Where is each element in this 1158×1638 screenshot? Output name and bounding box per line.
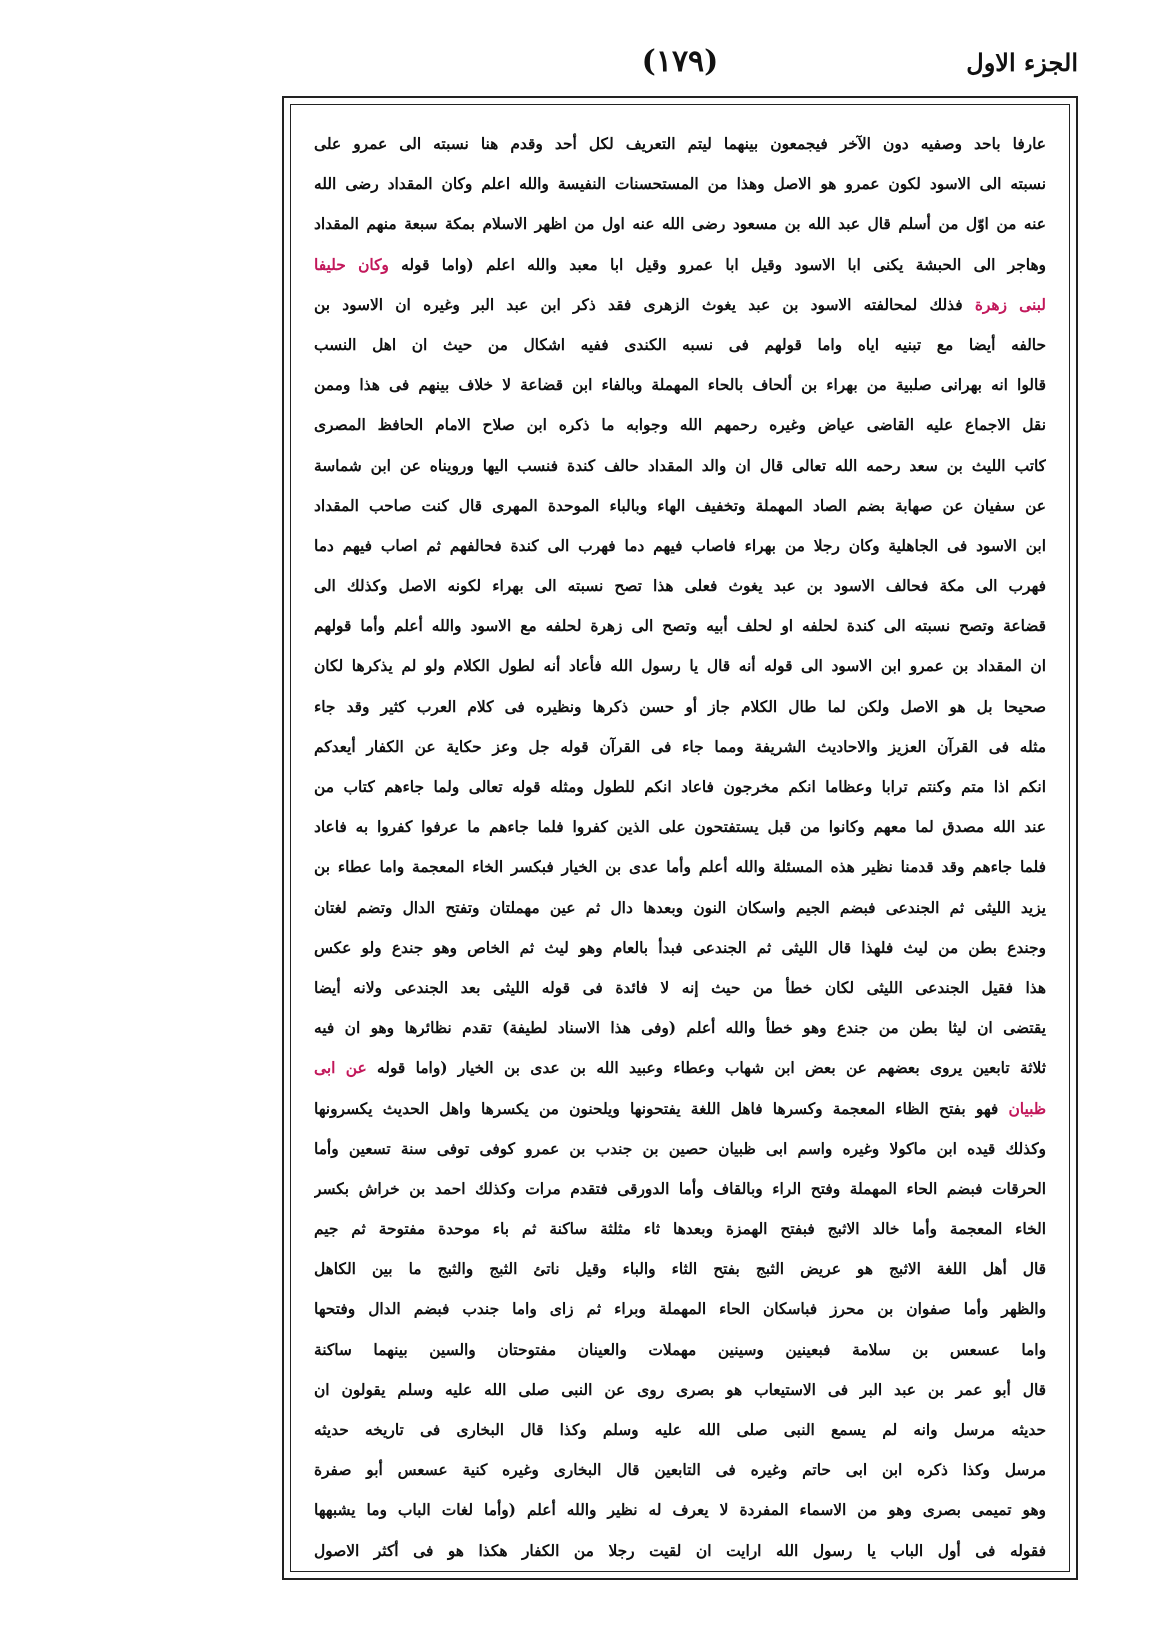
text-segment: وكذلك قيده ابن ماكولا وغيره واسم ابى ظبيان حصين بن جندب بن عمرو كوفى توفى سنة تسعين وأما xyxy=(314,1139,1046,1158)
text-segment: عند الله مصدق لما معهم وكانوا من قبل يستفتحون على الذين كفروا فلما جاءهم ما عرفوا كفروا به فاعاد xyxy=(314,818,1046,837)
text-segment: فلما جاءهم وقد قدمنا نظير هذه المسئلة والله أعلم وأما عدى بن الخيار فبكسر الخاء المعجمة واما عطاء بن xyxy=(314,858,1046,877)
text-segment: قال أهل اللغة الاثبج هو عريض الثبج بفتح الثاء والباء وقيل ناتئ الثبج والثبج ما بين الكاهل xyxy=(314,1260,1046,1279)
text-line xyxy=(314,1129,1046,1169)
text-line xyxy=(314,486,1046,526)
text-line xyxy=(314,888,1046,928)
highlighted-phrase: لبنى زهرة xyxy=(974,295,1046,314)
text-line xyxy=(314,164,1046,204)
text-line xyxy=(314,1089,1046,1129)
text-segment: نقل الاجماع عليه القاضى عياض وغيره رحمهم الله وجوابه ما ذكره ابن صلاح الامام الحافظ المصرى xyxy=(314,416,1046,435)
text-line xyxy=(314,1330,1046,1370)
part-title: الجزء الاول xyxy=(966,48,1078,77)
text-segment: قال أبو عمر بن عبد البر فى الاستيعاب هو بصرى روى عن النبى صلى الله عليه وسلم يقولون ان xyxy=(314,1380,1046,1399)
text-line xyxy=(314,204,1046,244)
text-line xyxy=(314,1289,1046,1329)
text-line xyxy=(314,928,1046,968)
text-line xyxy=(314,1531,1046,1571)
text-segment: حالفه أيضا مع تبنيه اياه واما قولهم فى نسبه الكندى ففيه اشكال من حيث ان اهل النسب xyxy=(314,335,1046,354)
text-segment: فذلك لمحالفته الاسود بن عبد يغوث الزهرى فقد ذكر ابن عبد البر وغيره ان الاسود بن xyxy=(314,295,975,314)
text-segment: نسبته الى الاسود لكون عمرو هو الاصل وهذا من المستحسنات النفيسة والله اعلم وكان المقداد رضى الله xyxy=(314,175,1046,194)
text-segment: عن سفيان عن صهابة بضم الصاد المهملة وتخفيف الهاء وبالباء الموحدة المهرى قال كنت صاحب المقداد xyxy=(314,496,1046,515)
text-line xyxy=(314,446,1046,486)
text-line xyxy=(314,1209,1046,1249)
text-segment: والظهر وأما صفوان بن محرز فباسكان الحاء المهملة وبراء ثم زاى واما جندب فبضم الدال وفتحها xyxy=(314,1300,1046,1319)
text-line xyxy=(314,847,1046,887)
text-segment: فقوله فى أول الباب يا رسول الله ارايت ان لقيت رجلا من الكفار هكذا هو فى أكثر الاصول xyxy=(314,1541,1046,1560)
text-segment: عارفا باحد وصفيه دون الآخر فيجمعون بينهما ليتم التعريف لكل أحد وقدم هنا نسبته الى عمرو على xyxy=(314,135,1046,153)
text-line xyxy=(314,606,1046,646)
text-segment: الخاء المعجمة وأما خالد الاثبج فبفتح الهمزة وبعدها ثاء مثلثة ساكنة ثم باء موحدة مفتوحة ثم جيم xyxy=(314,1220,1046,1239)
text-segment: هذا فقيل الجندعى الليثى لكان خطأ من حيث إنه لا فائدة فى قوله الليثى بعد الجندعى ولانه أيضا xyxy=(314,978,1046,997)
text-line xyxy=(314,1370,1046,1410)
text-line xyxy=(314,285,1046,325)
text-segment: ابن الاسود فى الجاهلية وكان رجلا من بهراء فاصاب فيهم دما فهرب الى كندة فحالفهم ثم اصاب فيهم دما xyxy=(314,536,1046,555)
text-line xyxy=(314,325,1046,365)
text-segment: ثلاثة تابعين يروى بعضهم عن بعض ابن شهاب وعطاء وعبيد الله بن عدى بن الخيار (واما قوله xyxy=(366,1059,1046,1078)
text-line xyxy=(314,1008,1046,1048)
text-line xyxy=(314,1450,1046,1490)
text-segment: وجندع بطن من ليث فلهذا قال الليثى ثم الجندعى فبدأ بالعام وهو ليث ثم الخاص وهو جندع ولو عكس xyxy=(314,938,1046,957)
text-line xyxy=(314,968,1046,1008)
text-line xyxy=(314,687,1046,727)
text-segment: يزيد الليثى ثم الجندعى فبضم الجيم واسكان النون وبعدها دال ثم عين مهملتان وتفتح الدال وتضم لغتان xyxy=(314,898,1046,917)
text-line xyxy=(314,1048,1046,1088)
text-segment: فهو بفتح الظاء المعجمة وكسرها فاهل اللغة يفتحونها ويلحنون من يكسرها واهل الحديث يكسرونها xyxy=(314,1099,1009,1118)
text-line xyxy=(314,365,1046,405)
text-segment: الحرقات فبضم الحاء المهملة وفتح الراء وبالقاف وأما الدورقى فتقدم مرات وكذلك احمد بن خراش بكسر xyxy=(314,1179,1046,1198)
highlighted-phrase: ظبيان xyxy=(1008,1099,1046,1118)
text-segment: انكم اذا متم وكنتم ترابا وعظاما انكم مخرجون فاعاد انكم للطول ومثله قوله تعالى ولما جاءهم كتاب من xyxy=(314,778,1046,796)
text-segment: كاتب الليث بن سعد رحمه الله تعالى قال ان والد المقداد حالف كندة فنسب اليها ورويناه عن ابن شماسة xyxy=(314,456,1046,475)
text-segment: قضاعة وتصح نسبته الى كندة لحلفه او لحلف أبيه وتصح الى زهرة لحلفه مع الاسود والله أعلم وأما قولهم xyxy=(314,617,1046,636)
text-line xyxy=(314,1249,1046,1289)
text-segment: وهاجر الى الحبشة يكنى ابا الاسود وقيل ابا عمرو وقيل ابا معبد والله اعلم (واما قوله xyxy=(388,255,1046,274)
text-segment: مرسل وكذا ذكره ابن ابى حاتم وغيره فى التابعين قال البخارى وغيره كنية عسعس أبو صفرة xyxy=(314,1461,1046,1480)
text-line xyxy=(314,646,1046,686)
highlighted-phrase: وكان حليفا xyxy=(314,255,389,274)
text-segment: مثله فى القرآن العزيز والاحاديث الشريفة ومما جاء فى القرآن قوله جل وعز حكاية عن الكفار أيعدكم xyxy=(314,737,1046,756)
highlighted-phrase: عن ابى xyxy=(314,1059,367,1078)
text-segment: واما عسعس بن سلامة فبعينين وسينين مهملات والعينان مفتوحتان والسين بينهما ساكنة xyxy=(314,1340,1046,1359)
page-number: (١٧٩) xyxy=(641,44,719,79)
text-line xyxy=(314,566,1046,606)
text-segment: وهو تميمى بصرى وهو من الاسماء المفردة لا يعرف له نظير والله أعلم (وأما لغات الباب وما يشبهها xyxy=(314,1501,1046,1520)
text-line xyxy=(314,405,1046,445)
text-body xyxy=(314,124,1046,1558)
text-segment: حديثه مرسل وانه لم يسمع النبى صلى الله عليه وسلم وكذا قال البخارى فى تاريخه حديثه xyxy=(314,1421,1046,1439)
text-line xyxy=(314,1169,1046,1209)
text-segment: يقتضى ان ليثا بطن من جندع وهو خطأ والله أعلم (وفى هذا الاسناد لطيفة) تقدم نظائرها وهو ان فيه xyxy=(314,1019,1046,1038)
text-segment: فهرب الى مكة فحالف الاسود بن عبد يغوث فعلى هذا تصح نسبته الى بهراء لكونه الاصل وكذلك الى xyxy=(314,577,1046,596)
text-line xyxy=(314,767,1046,807)
text-line xyxy=(314,245,1046,285)
text-segment: عنه من اوّل من أسلم قال عبد الله بن مسعود رضى الله عنه اول من اظهر الاسلام بمكة سبعة منهم المقداد xyxy=(314,215,1046,234)
text-line xyxy=(314,1410,1046,1450)
text-line xyxy=(314,1490,1046,1530)
page-header xyxy=(282,44,1078,94)
text-line xyxy=(314,727,1046,767)
text-line xyxy=(314,526,1046,566)
text-segment: قالوا انه بهرانى صلبية من بهراء بن ألحاف بالحاء المهملة وبالفاء ابن قضاعة لا خلاف بينهم فى هذا وممن xyxy=(314,376,1046,395)
text-frame xyxy=(282,96,1078,1580)
text-segment: صحيحا بل هو الاصل ولكن لما طال الكلام جاز أو حسن ذكرها ونظيره فى كلام العرب كثير وقد جاء xyxy=(314,697,1046,716)
text-line xyxy=(314,807,1046,847)
text-segment: ان المقداد بن عمرو ابن الاسود الى قوله أنه قال يا رسول الله فأعاد أنه لطول الكلام ولو لم يذكرها لكان xyxy=(314,657,1046,676)
text-line xyxy=(314,124,1046,164)
